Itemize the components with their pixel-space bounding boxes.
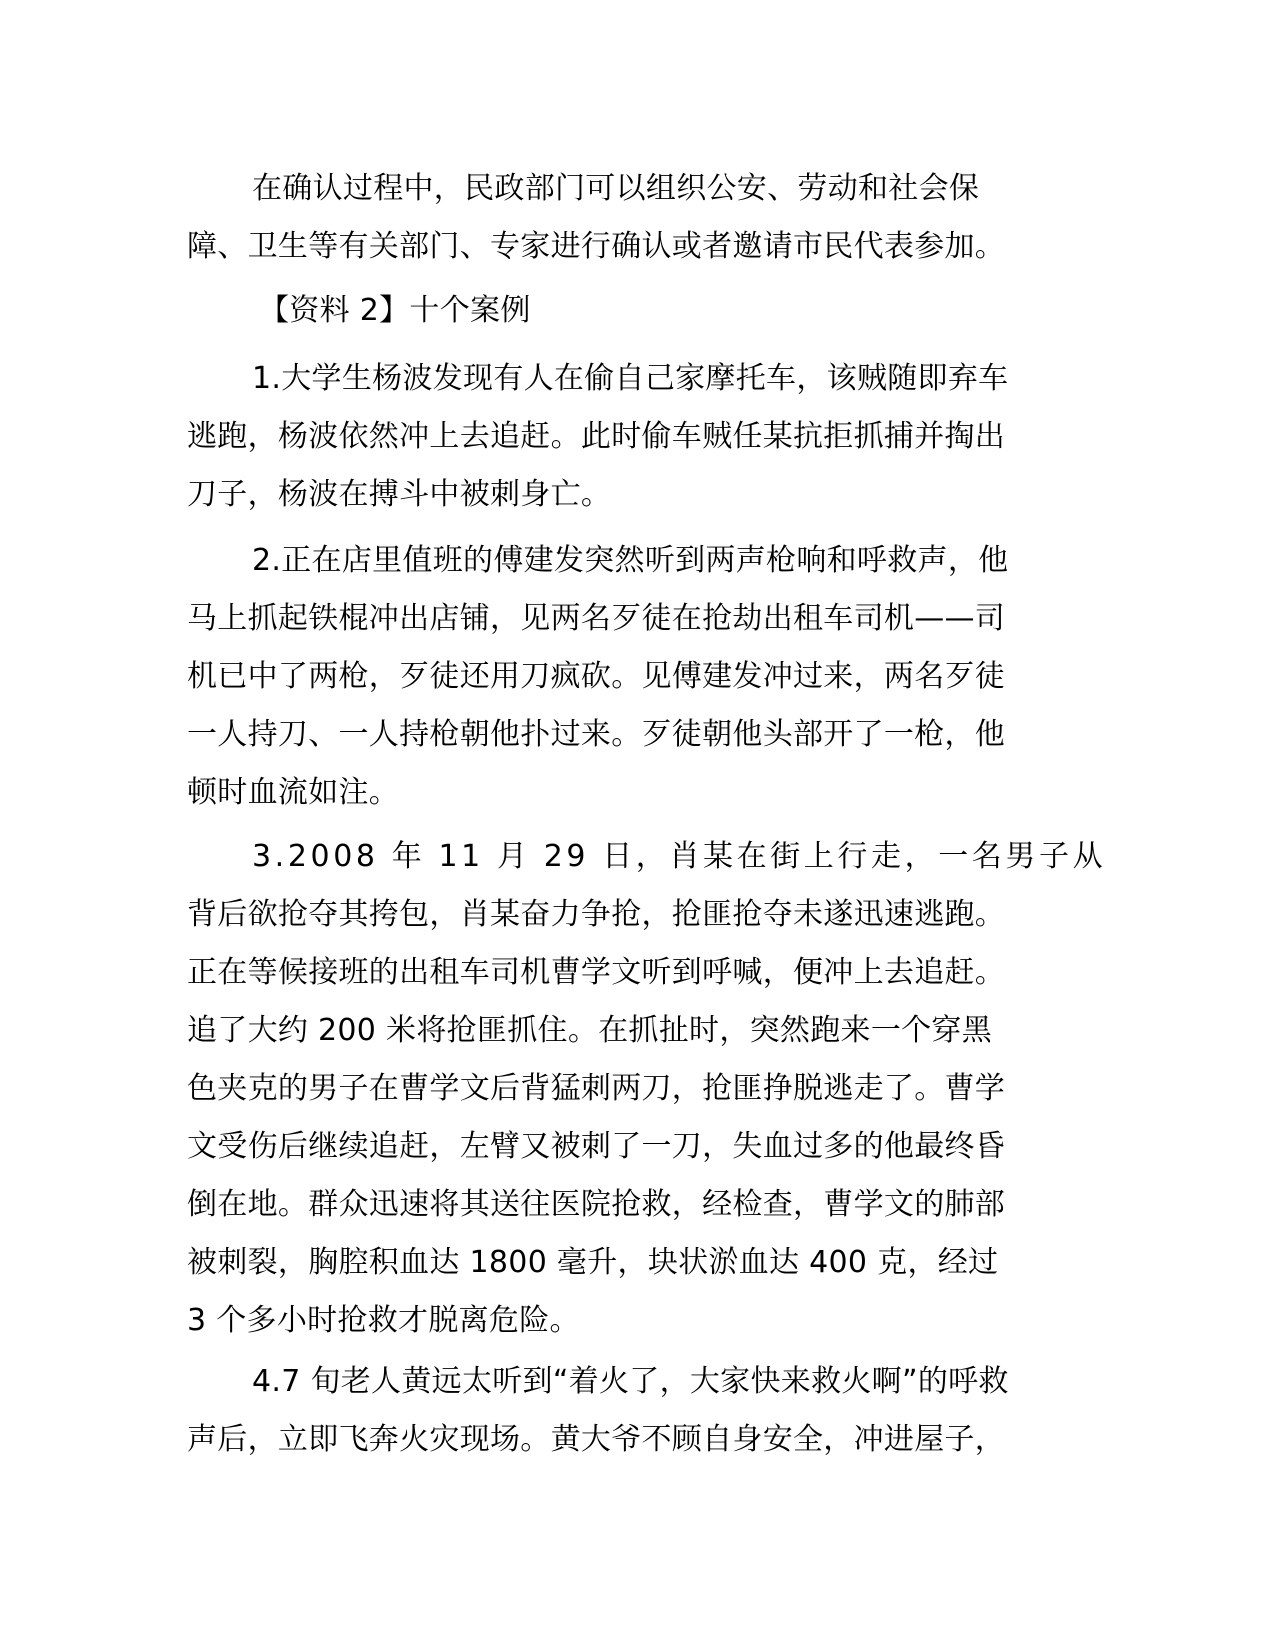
text-line: 机已中了两枪，歹徒还用刀疯砍。见傅建发冲过来，两名歹徒 (187, 659, 1006, 694)
text-line: 2.正在店里值班的傅建发突然听到两声枪响和呼救声，他 (252, 543, 1009, 578)
paragraph-case-1 (187, 350, 1085, 524)
text-line: 在确认过程中，民政部门可以组织公安、劳动和社会保 (252, 171, 980, 206)
text-line: 被刺裂，胸腔积血达 1800 毫升，块状淤血达 400 克，经过 (187, 1245, 999, 1280)
paragraph-case-3 (187, 828, 1107, 1350)
text-line: 马上抓起铁棍冲出店铺，见两名歹徒在抢劫出租车司机——司 (187, 601, 1006, 636)
paragraph-confirmation-process (187, 160, 1085, 276)
text-line: 4.7 旬老人黄远太听到“着火了，大家快来救火啊”的呼救 (252, 1364, 1009, 1399)
text-line: 刀子，杨波在搏斗中被刺身亡。 (187, 477, 612, 512)
text-line: 3 个多小时抢救才脱离危险。 (187, 1303, 580, 1338)
text-line: 色夹克的男子在曹学文后背猛刺两刀，抢匪挣脱逃走了。曹学 (187, 1071, 1006, 1106)
text-line: 声后，立即飞奔火灾现场。黄大爷不顾自身安全，冲进屋子， (187, 1422, 1006, 1457)
text-line: 1.大学生杨波发现有人在偷自己家摩托车，该贼随即弃车 (252, 361, 1009, 396)
text-line: 一人持刀、一人持枪朝他扑过来。歹徒朝他头部开了一枪，他 (187, 717, 1006, 752)
paragraph-case-4 (187, 1353, 1085, 1469)
paragraph-case-2 (187, 532, 1085, 822)
text-line: 障、卫生等有关部门、专家进行确认或者邀请市民代表参加。 (187, 229, 1006, 264)
text-line: 倒在地。群众迅速将其送往医院抢救，经检查，曹学文的肺部 (187, 1187, 1006, 1222)
text-line: 追了大约 200 米将抢匪抓住。在抓扯时，突然跑来一个穿黑 (187, 1013, 993, 1048)
text-line: 逃跑，杨波依然冲上去追赶。此时偷车贼任某抗拒抓捕并掏出 (187, 419, 1006, 454)
text-line: 顿时血流如注。 (187, 775, 400, 810)
heading-text: 【资料 2】十个案例 (259, 293, 531, 328)
section-heading (187, 282, 1085, 340)
text-line: 文受伤后继续追赶，左臂又被刺了一刀，失血过多的他最终昏 (187, 1129, 1006, 1164)
text-line: 背后欲抢夺其挎包，肖某奋力争抢，抢匪抢夺未遂迅速逃跑。 (187, 897, 1006, 932)
text-line: 3.2008 年 11 月 29 日，肖某在街上行走，一名男子从 (252, 839, 1107, 874)
text-line: 正在等候接班的出租车司机曹学文听到呼喊，便冲上去追赶。 (187, 955, 1006, 990)
